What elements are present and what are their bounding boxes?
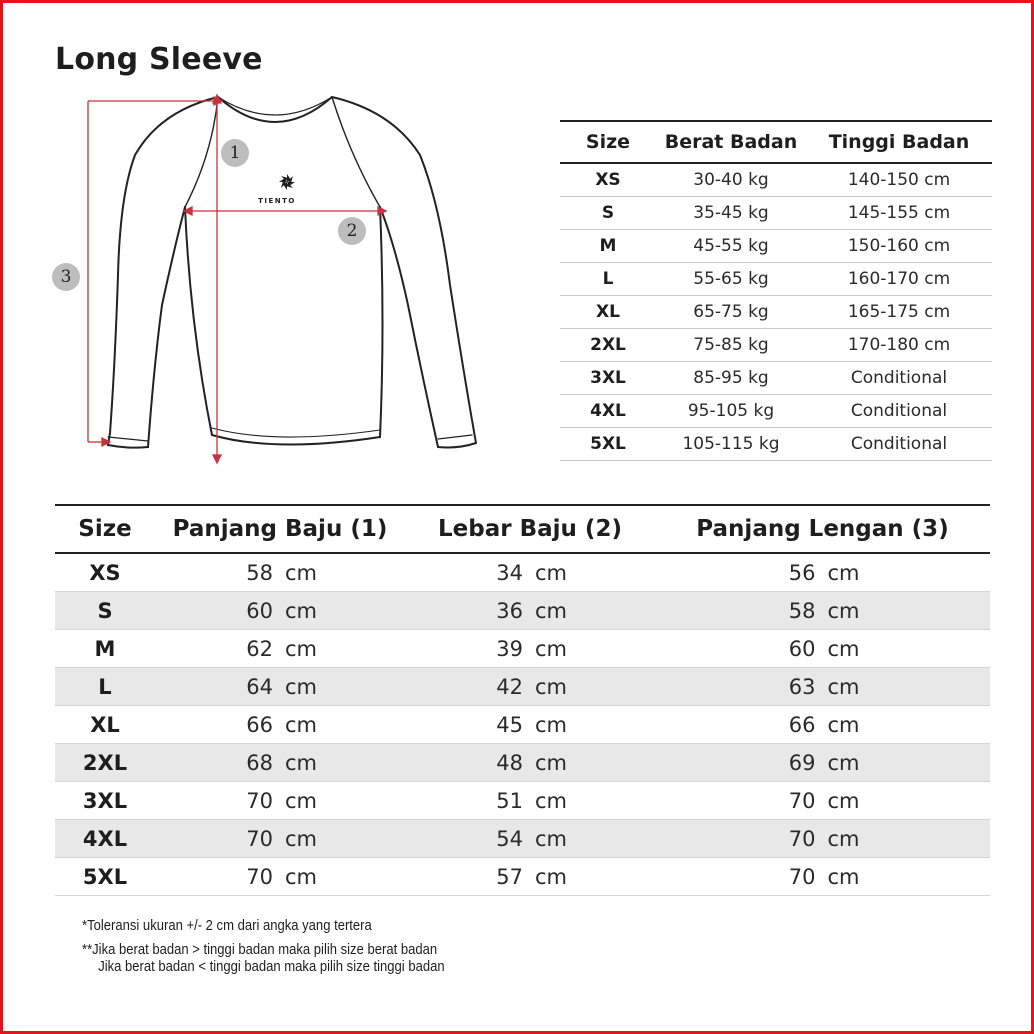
length-value: 68 xyxy=(246,750,273,775)
height-cell: 150-160 cm xyxy=(806,230,992,263)
unit-label: cm xyxy=(534,560,567,585)
sleeve-cell xyxy=(655,706,990,744)
table-row xyxy=(560,263,992,296)
sleeve-cell xyxy=(655,630,990,668)
unit-label: cm xyxy=(827,788,860,813)
length-value: 70 xyxy=(246,826,273,851)
unit-label: cm xyxy=(284,826,317,851)
table-row xyxy=(55,553,990,592)
sleeve-cell xyxy=(655,592,990,630)
unit-label: cm xyxy=(534,826,567,851)
sleeve-value: 70 xyxy=(788,826,816,851)
header-shirt-length: Panjang Baju (1) xyxy=(155,505,405,553)
unit-label: cm xyxy=(534,750,567,775)
size-cell: 3XL xyxy=(560,362,656,395)
table-row xyxy=(560,395,992,428)
width-cell xyxy=(405,668,655,706)
width-value: 48 xyxy=(496,750,523,775)
size-cell: XL xyxy=(560,296,656,329)
sleeve-cell xyxy=(655,858,990,896)
length-cell xyxy=(155,820,405,858)
size-cell: S xyxy=(560,197,656,230)
size-cell: 2XL xyxy=(560,329,656,362)
size-cell: 2XL xyxy=(55,744,155,782)
width-value: 36 xyxy=(496,598,523,623)
sleeve-cell xyxy=(655,744,990,782)
table-row xyxy=(55,744,990,782)
sleeve-value: 60 xyxy=(788,636,816,661)
height-cell: 170-180 cm xyxy=(806,329,992,362)
length-value: 58 xyxy=(246,560,273,585)
sleeve-cell xyxy=(655,782,990,820)
note-tolerance: *Toleransi ukuran +/- 2 cm dari angka yang tertera xyxy=(82,918,372,934)
weight-cell: 105-115 kg xyxy=(656,428,806,461)
size-notes xyxy=(82,918,445,977)
marker-2: 2 xyxy=(338,217,366,245)
width-value: 45 xyxy=(496,712,523,737)
note-height-rule: Jika berat badan < tinggi badan maka pilih size tinggi badan xyxy=(98,959,445,975)
size-cell: 4XL xyxy=(560,395,656,428)
size-cell: L xyxy=(560,263,656,296)
sleeve-cell xyxy=(655,820,990,858)
unit-label: cm xyxy=(827,826,860,851)
weight-cell: 75-85 kg xyxy=(656,329,806,362)
length-value: 60 xyxy=(246,598,273,623)
body-size-table xyxy=(560,120,992,461)
table-row xyxy=(55,630,990,668)
sleeve-value: 70 xyxy=(788,788,816,813)
height-cell: Conditional xyxy=(806,428,992,461)
unit-label: cm xyxy=(284,788,317,813)
weight-cell: 30-40 kg xyxy=(656,163,806,197)
long-sleeve-shirt-outline xyxy=(40,85,500,480)
sleeve-value: 69 xyxy=(788,750,816,775)
height-cell: Conditional xyxy=(806,362,992,395)
unit-label: cm xyxy=(827,636,860,661)
sleeve-value: 70 xyxy=(788,864,816,889)
header-sleeve-length: Panjang Lengan (3) xyxy=(655,505,990,553)
height-cell: 140-150 cm xyxy=(806,163,992,197)
unit-label: cm xyxy=(284,864,317,889)
unit-label: cm xyxy=(534,598,567,623)
width-value: 42 xyxy=(496,674,523,699)
table-row xyxy=(560,362,992,395)
width-value: 34 xyxy=(496,560,523,585)
brand-name: TIENTO xyxy=(258,197,296,205)
garment-measurement-table xyxy=(55,504,990,896)
height-cell: 145-155 cm xyxy=(806,197,992,230)
size-cell: XS xyxy=(55,553,155,592)
unit-label: cm xyxy=(827,598,860,623)
width-cell xyxy=(405,744,655,782)
unit-label: cm xyxy=(827,864,860,889)
unit-label: cm xyxy=(284,712,317,737)
shirt-diagram xyxy=(40,85,500,480)
page-title: Long Sleeve xyxy=(55,42,263,77)
size-cell: M xyxy=(560,230,656,263)
weight-cell: 85-95 kg xyxy=(656,362,806,395)
table-row xyxy=(560,296,992,329)
size-cell: L xyxy=(55,668,155,706)
unit-label: cm xyxy=(534,636,567,661)
width-value: 39 xyxy=(496,636,523,661)
weight-cell: 45-55 kg xyxy=(656,230,806,263)
length-value: 70 xyxy=(246,864,273,889)
size-cell: M xyxy=(55,630,155,668)
length-cell xyxy=(155,630,405,668)
height-cell: Conditional xyxy=(806,395,992,428)
table-row xyxy=(55,706,990,744)
table-row xyxy=(55,858,990,896)
unit-label: cm xyxy=(827,712,860,737)
sleeve-cell xyxy=(655,553,990,592)
sleeve-value: 56 xyxy=(788,560,816,585)
header-size: Size xyxy=(560,121,656,163)
length-value: 70 xyxy=(246,788,273,813)
table-row xyxy=(55,592,990,630)
sleeve-value: 58 xyxy=(788,598,816,623)
width-cell xyxy=(405,820,655,858)
weight-cell: 95-105 kg xyxy=(656,395,806,428)
length-value: 64 xyxy=(246,674,273,699)
weight-cell: 35-45 kg xyxy=(656,197,806,230)
width-value: 51 xyxy=(496,788,523,813)
length-cell xyxy=(155,553,405,592)
width-cell xyxy=(405,553,655,592)
table-row xyxy=(560,428,992,461)
unit-label: cm xyxy=(284,750,317,775)
size-cell: 5XL xyxy=(55,858,155,896)
brand-logo-icon xyxy=(279,174,295,190)
width-cell xyxy=(405,630,655,668)
width-cell xyxy=(405,592,655,630)
unit-label: cm xyxy=(284,674,317,699)
table-row xyxy=(55,820,990,858)
unit-label: cm xyxy=(284,636,317,661)
unit-label: cm xyxy=(534,864,567,889)
unit-label: cm xyxy=(534,674,567,699)
header-shirt-width: Lebar Baju (2) xyxy=(405,505,655,553)
length-value: 66 xyxy=(246,712,273,737)
unit-label: cm xyxy=(534,712,567,737)
length-cell xyxy=(155,706,405,744)
length-cell xyxy=(155,858,405,896)
unit-label: cm xyxy=(284,598,317,623)
unit-label: cm xyxy=(284,560,317,585)
table-row xyxy=(560,230,992,263)
table-header-row xyxy=(55,505,990,553)
size-cell: XL xyxy=(55,706,155,744)
sleeve-value: 66 xyxy=(788,712,816,737)
length-cell xyxy=(155,782,405,820)
table-row xyxy=(560,329,992,362)
weight-cell: 55-65 kg xyxy=(656,263,806,296)
length-value: 62 xyxy=(246,636,273,661)
unit-label: cm xyxy=(827,560,860,585)
width-cell xyxy=(405,706,655,744)
marker-3: 3 xyxy=(52,263,80,291)
table-row xyxy=(560,197,992,230)
height-cell: 160-170 cm xyxy=(806,263,992,296)
table-row xyxy=(55,782,990,820)
unit-label: cm xyxy=(827,750,860,775)
size-cell: 3XL xyxy=(55,782,155,820)
size-cell: XS xyxy=(560,163,656,197)
length-cell xyxy=(155,744,405,782)
size-cell: S xyxy=(55,592,155,630)
length-cell xyxy=(155,668,405,706)
length-cell xyxy=(155,592,405,630)
sleeve-cell xyxy=(655,668,990,706)
table-row xyxy=(560,163,992,197)
note-weight-rule: **Jika berat badan > tinggi badan maka pilih size berat badan xyxy=(82,941,438,958)
unit-label: cm xyxy=(827,674,860,699)
width-cell xyxy=(405,782,655,820)
header-height: Tinggi Badan xyxy=(806,121,992,163)
size-cell: 4XL xyxy=(55,820,155,858)
height-cell: 165-175 cm xyxy=(806,296,992,329)
header-size: Size xyxy=(55,505,155,553)
size-cell: 5XL xyxy=(560,428,656,461)
sleeve-value: 63 xyxy=(788,674,816,699)
marker-1: 1 xyxy=(221,139,249,167)
unit-label: cm xyxy=(534,788,567,813)
width-cell xyxy=(405,858,655,896)
header-weight: Berat Badan xyxy=(656,121,806,163)
table-header-row xyxy=(560,121,992,163)
weight-cell: 65-75 kg xyxy=(656,296,806,329)
table-row xyxy=(55,668,990,706)
width-value: 54 xyxy=(496,826,523,851)
width-value: 57 xyxy=(496,864,523,889)
